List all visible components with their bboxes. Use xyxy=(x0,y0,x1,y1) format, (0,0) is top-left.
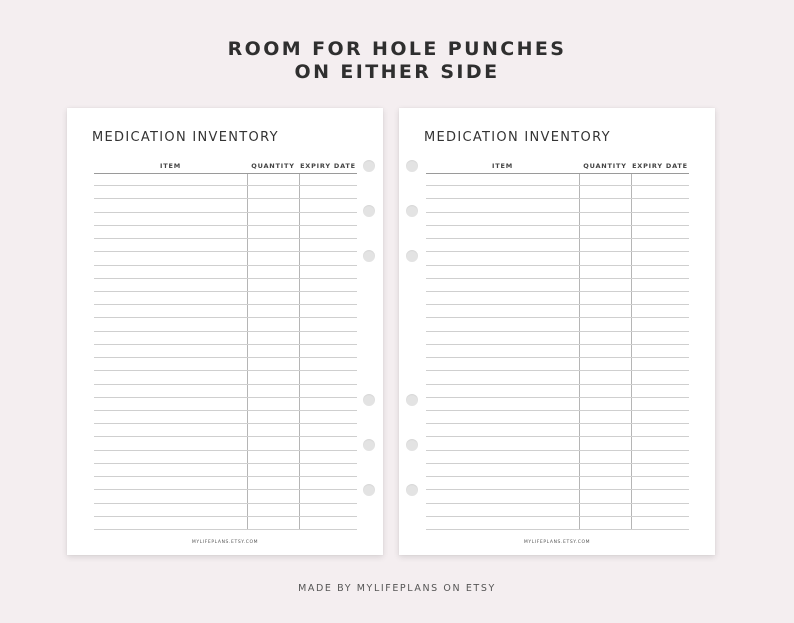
table-row-line xyxy=(426,436,689,437)
table-row-line xyxy=(94,423,357,424)
table-row-line xyxy=(426,503,689,504)
column-header-expiry-date: EXPIRY DATE xyxy=(632,162,688,170)
table-row-line xyxy=(426,450,689,451)
punch-hole xyxy=(363,394,375,406)
page-footer: MYLIFEPLANS.ETSY.COM xyxy=(523,540,591,545)
table-row-line xyxy=(426,198,689,199)
table-row-line xyxy=(94,251,357,252)
punch-hole xyxy=(406,205,418,217)
table-row-line xyxy=(94,317,357,318)
column-header-quantity: QUANTITY xyxy=(583,162,627,170)
punch-hole xyxy=(406,394,418,406)
table-row-line xyxy=(94,344,357,345)
punch-hole xyxy=(406,484,418,496)
table-row-line xyxy=(94,238,357,239)
column-header-item: ITEM xyxy=(492,162,513,170)
table-row-line xyxy=(94,212,357,213)
table-row-line xyxy=(94,397,357,398)
table-row-line xyxy=(426,423,689,424)
table-row-line xyxy=(426,370,689,371)
table-row-line xyxy=(94,304,357,305)
table-row-line xyxy=(426,265,689,266)
table-row-line xyxy=(94,278,357,279)
table-row-line xyxy=(94,357,357,358)
table-row-line xyxy=(94,384,357,385)
table-row-line xyxy=(426,238,689,239)
table-row-line xyxy=(94,489,357,490)
table-row-line xyxy=(426,410,689,411)
headline-line-2: ON EITHER SIDE xyxy=(294,61,500,83)
punch-hole xyxy=(406,160,418,172)
table-row-line xyxy=(426,225,689,226)
column-header-item: ITEM xyxy=(160,162,181,170)
table-row-line xyxy=(94,516,357,517)
table-row-line xyxy=(94,463,357,464)
table-row-line xyxy=(426,357,689,358)
table-row-line xyxy=(94,198,357,199)
punch-hole xyxy=(406,250,418,262)
table-row-line xyxy=(94,529,357,530)
punch-hole xyxy=(363,250,375,262)
planner-page-left xyxy=(67,108,383,555)
punch-hole xyxy=(406,439,418,451)
page-title: MEDICATION INVENTORY xyxy=(92,130,279,145)
table-row-line xyxy=(426,489,689,490)
table-row-line xyxy=(94,331,357,332)
table-row-line xyxy=(426,384,689,385)
table-row-line xyxy=(94,291,357,292)
column-header-expiry-date: EXPIRY DATE xyxy=(300,162,356,170)
table-row-line xyxy=(426,344,689,345)
column-header-quantity: QUANTITY xyxy=(251,162,295,170)
table-row-line xyxy=(426,304,689,305)
table-row-line xyxy=(426,251,689,252)
table-row-line xyxy=(94,410,357,411)
table-row-line xyxy=(94,265,357,266)
table-row-line xyxy=(426,476,689,477)
table-row-line xyxy=(426,173,689,174)
table-row-line xyxy=(426,212,689,213)
planner-page-right xyxy=(399,108,715,555)
table-row-line xyxy=(94,370,357,371)
page-footer: MYLIFEPLANS.ETSY.COM xyxy=(191,540,259,545)
table-row-line xyxy=(426,185,689,186)
inventory-table xyxy=(426,172,689,529)
table-row-line xyxy=(426,397,689,398)
table-row-line xyxy=(94,185,357,186)
credit-line: MADE BY MYLIFEPLANS ON ETSY xyxy=(298,583,496,594)
punch-hole xyxy=(363,160,375,172)
table-row-line xyxy=(426,317,689,318)
page-title: MEDICATION INVENTORY xyxy=(424,130,611,145)
table-row-line xyxy=(94,173,357,174)
table-row-line xyxy=(94,450,357,451)
punch-hole xyxy=(363,484,375,496)
table-row-line xyxy=(94,436,357,437)
table-row-line xyxy=(426,278,689,279)
table-row-line xyxy=(426,291,689,292)
inventory-table xyxy=(94,172,357,529)
table-row-line xyxy=(426,516,689,517)
table-row-line xyxy=(426,529,689,530)
table-row-line xyxy=(426,463,689,464)
table-row-line xyxy=(94,225,357,226)
table-row-line xyxy=(426,331,689,332)
headline-line-1: ROOM FOR HOLE PUNCHES xyxy=(227,38,567,60)
punch-hole xyxy=(363,205,375,217)
table-row-line xyxy=(94,476,357,477)
punch-hole xyxy=(363,439,375,451)
table-row-line xyxy=(94,503,357,504)
